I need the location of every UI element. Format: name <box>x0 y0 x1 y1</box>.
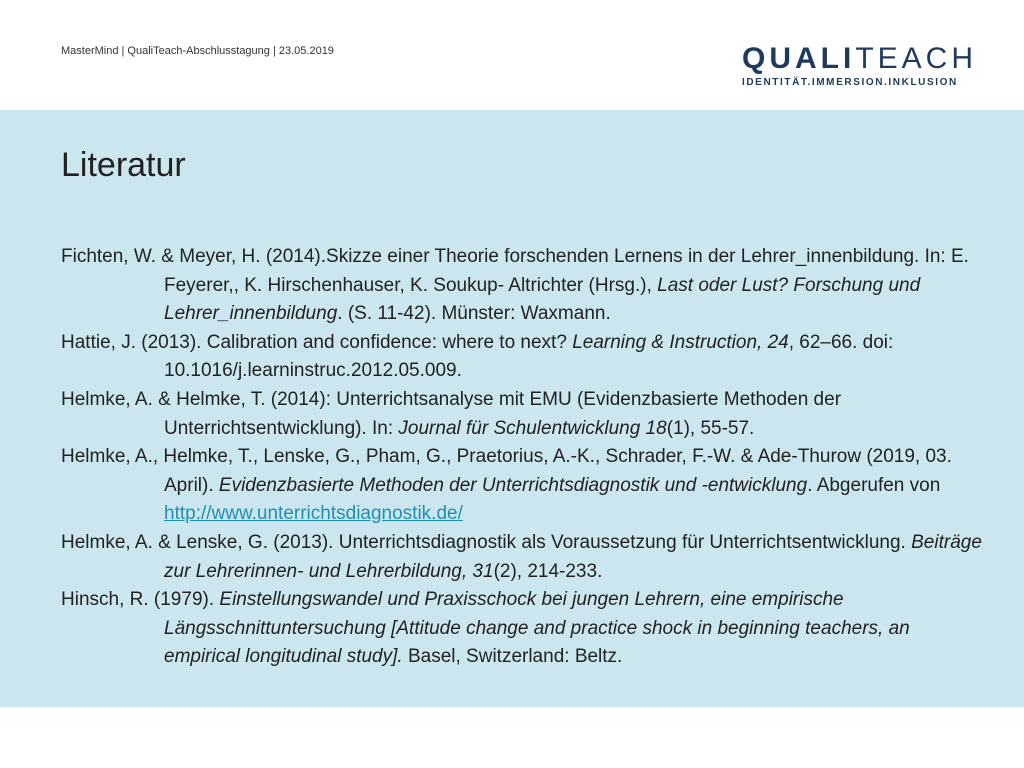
qualiteach-logo <box>742 44 977 88</box>
reference-text: Hattie, J. (2013). Calibration and confidence: where to next? <box>61 331 573 353</box>
reference-italic: Beiträge zur Lehrerinnen- und Lehrerbildung, 31 <box>164 531 982 582</box>
reference-text: Helmke, A., Helmke, T., Lenske, G., Pham, G., Praetorius, A.-K., Schrader, F.-W. & Ade-Thurow (2019, 03. April). <box>61 446 952 496</box>
logo-wordmark <box>742 44 977 74</box>
reference-italic: Einstellungswandel und Praxisschock bei jungen Lehrern, eine empirische Längsschnittuntersuchung [Attitude change and practice shock in beginning teachers, an empirical longitudinal study]. <box>164 589 910 668</box>
reference-text: Helmke, A. & Helmke, T. (2014): Unterrichtsanalyse mit EMU (Evidenzbasierte Methoden der Unterrichtsentwicklung). In: <box>61 388 842 439</box>
reference-text: (2), 214-233. <box>493 560 603 582</box>
reference-text: Fichten, W. & Meyer, H. (2014).Skizze einer Theorie forschenden Lernens in der Lehrer_innenbildung. In: E. Feyerer,, K. Hirschenhauser, K. Soukup- Altrichter (Hrsg.), <box>61 246 969 296</box>
reference-link[interactable]: http://www.unterrichtsdiagnostik.de/ <box>164 503 463 525</box>
reference-item <box>61 243 991 329</box>
reference-list <box>61 243 991 672</box>
reference-text: Helmke, A. & Lenske, G. (2013). Unterrichtsdiagnostik als Voraussetzung für Unterrichtsentwicklung. <box>61 531 912 553</box>
slide-header <box>0 0 1024 110</box>
reference-text: (1), 55-57. <box>666 417 755 439</box>
reference-item <box>61 443 991 529</box>
reference-text: Basel, Switzerland: Beltz. <box>402 646 623 668</box>
page-title: Literatur <box>61 146 186 184</box>
reference-italic: Evidenzbasierte Methoden der Unterrichtsdiagnostik und -entwicklung <box>218 474 808 496</box>
slide-footer <box>0 707 1024 768</box>
header-meta-text: MasterMind | QualiTeach-Abschlusstagung | 23.05.2019 <box>61 45 334 57</box>
logo-wordmark-bold: QUALI <box>741 42 856 75</box>
reference-item <box>61 386 991 443</box>
reference-text: Hinsch, R. (1979). <box>61 589 220 611</box>
reference-italic: Journal für Schulentwicklung 18 <box>398 417 667 439</box>
reference-text: , 62–66. doi: 10.1016/j.learninstruc.2012.05.009. <box>164 331 894 382</box>
reference-item <box>61 586 991 672</box>
reference-italic: Last oder Lust? Forschung und Lehrer_innenbildung <box>164 274 921 325</box>
reference-item <box>61 329 991 386</box>
reference-text: . Abgerufen von <box>807 474 941 496</box>
logo-wordmark-light: TEACH <box>855 42 977 75</box>
reference-text: . (S. 11-42). Münster: Waxmann. <box>337 303 611 325</box>
logo-tagline: IDENTITÄT.IMMERSION.INKLUSION <box>741 77 958 88</box>
reference-item <box>61 529 991 586</box>
reference-italic: Learning & Instruction, 24 <box>572 331 789 353</box>
